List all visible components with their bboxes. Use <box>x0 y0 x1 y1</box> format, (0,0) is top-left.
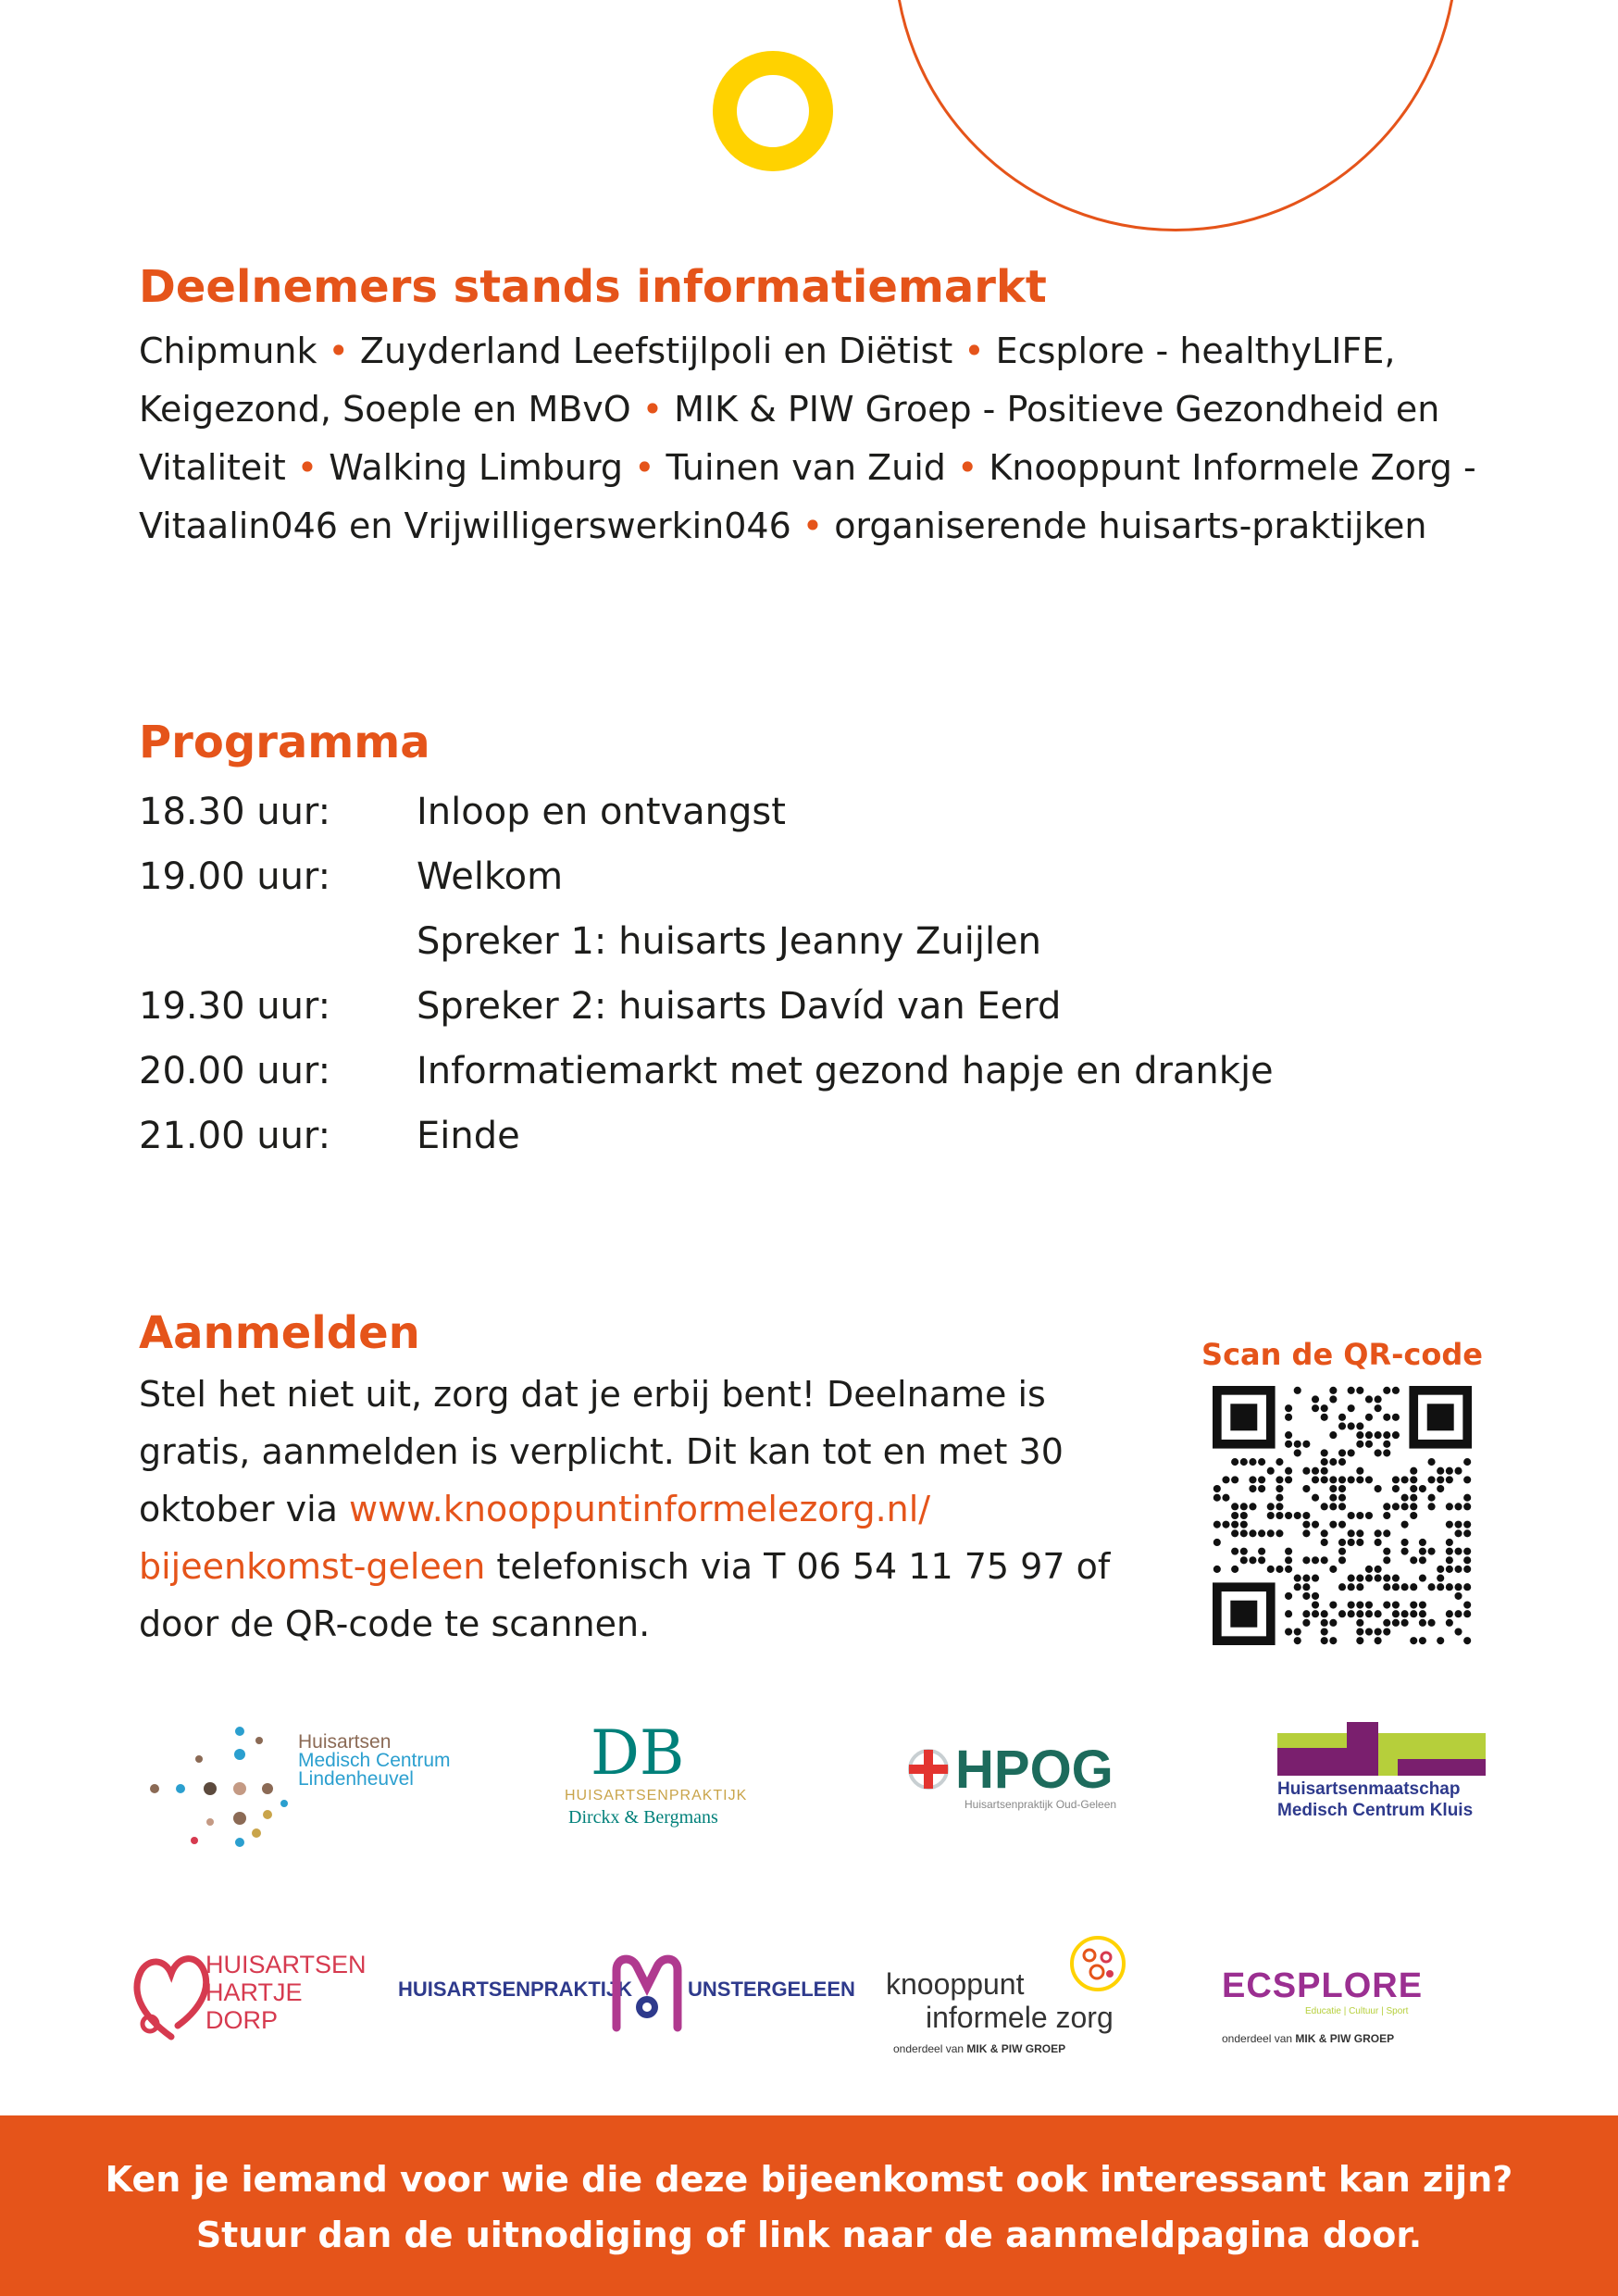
schedule-description: Informatiemarkt met gezond hapje en drankje <box>417 1050 1274 1092</box>
kluis-line2: Medisch Centrum Kluis <box>1277 1801 1474 1820</box>
programma-heading: Programma <box>139 717 430 768</box>
stand-item: organiserende huisarts-praktijken <box>834 505 1427 546</box>
logo-knooppunt-informele-zorg <box>884 1935 1162 2055</box>
kluis-blocks-icon <box>1277 1722 1486 1776</box>
lindenheuvel-line2: Medisch Centrum <box>298 1750 451 1771</box>
hpog-sub: Huisartsenpraktijk Oud-Geleen <box>965 1798 1117 1811</box>
stand-item: Chipmunk <box>139 331 317 371</box>
knooppunt-line1: knooppunt <box>886 1967 1025 2001</box>
decorative-orange-arc <box>893 0 1458 231</box>
bullet-separator: • <box>634 447 655 488</box>
knooppunt-circles-icon <box>1069 1935 1126 1992</box>
registration-link[interactable]: www.knooppuntinformelezorg.nl/ bijeenkomst-geleen <box>139 1489 931 1587</box>
logo-lindenheuvel <box>143 1722 458 1852</box>
bullet-separator: • <box>328 331 349 371</box>
hpog-mark: HPOG <box>955 1740 1114 1800</box>
ecsplore-sub-brand: MIK & PIW GROEP <box>1295 2032 1395 2045</box>
hartje-line2: HARTJE <box>205 1978 303 2006</box>
db-line2: Dirckx & Bergmans <box>568 1807 718 1828</box>
schedule-description: Spreker 2: huisarts Davíd van Eerd <box>417 985 1062 1028</box>
schedule-time: 20.00 uur: <box>139 1050 331 1092</box>
schedule-time: 19.00 uur: <box>139 855 331 898</box>
hpog-cross-icon <box>907 1748 950 1791</box>
stands-heading: Deelnemers stands informatiemarkt <box>139 261 1047 313</box>
bullet-separator: • <box>956 447 978 488</box>
schedule-description: Inloop en ontvangst <box>417 791 786 833</box>
logo-hartje-dorp <box>130 1944 370 2046</box>
decorative-yellow-ring <box>713 51 833 171</box>
heart-stethoscope-icon <box>130 1944 213 2046</box>
schedule-time: 18.30 uur: <box>139 791 331 833</box>
knooppunt-sub <box>893 2042 1065 2055</box>
bullet-separator: • <box>296 447 318 488</box>
hartje-line3: DORP <box>205 2006 279 2034</box>
stand-item: Knooppunt Informele Zorg - Vitaalin046 en Vrijwilligerswerkin046 <box>139 447 1476 546</box>
kluis-line1: Huisartsenmaatschap <box>1277 1779 1461 1799</box>
qr-label: Scan de QR-code <box>1201 1337 1483 1372</box>
schedule-description: Spreker 1: huisarts Jeanny Zuijlen <box>417 920 1042 963</box>
ecsplore-tags: Educatie | Cultuur | Sport <box>1305 2006 1409 2016</box>
ecsplore-sub-prefix: onderdeel van <box>1222 2032 1293 2045</box>
schedule-time: 19.30 uur: <box>139 985 331 1028</box>
aanmelden-heading: Aanmelden <box>139 1307 420 1359</box>
stand-item: Walking Limburg <box>329 447 624 488</box>
bullet-separator: • <box>964 331 985 371</box>
stands-list <box>139 322 1481 555</box>
bullet-separator: • <box>641 389 664 430</box>
logo-dirckx-bergmans <box>565 1717 748 1833</box>
schedule-time: 21.00 uur: <box>139 1115 331 1157</box>
lindenheuvel-dots-icon <box>143 1722 292 1852</box>
knooppunt-sub-prefix: onderdeel van <box>893 2042 965 2055</box>
lindenheuvel-line3: Lindenheuvel <box>298 1768 414 1790</box>
logo-ecsplore <box>1222 1967 1481 2051</box>
stand-item: Tuinen van Zuid <box>666 447 946 488</box>
aanmelden-text <box>139 1366 1148 1653</box>
logo-hpog <box>907 1741 1148 1815</box>
bullet-separator: • <box>802 505 824 546</box>
footer-line1: Ken je iemand voor wie die deze bijeenkomst ook interessant kan zijn? <box>105 2159 1513 2200</box>
munstergeleen-right: UNSTERGELEEN <box>688 1978 855 2001</box>
schedule-description: Einde <box>417 1115 520 1157</box>
munstergeleen-m-icon <box>609 1953 685 2037</box>
logo-medisch-centrum-kluis <box>1273 1722 1486 1824</box>
aanmelden-text-before: Stel het niet uit, zorg dat je erbij bent! Deelname is gratis, aanmelden is verplicht. Dit kan tot en met 30 oktober via <box>139 1374 1064 1529</box>
logo-munstergeleen <box>398 1944 855 2046</box>
lindenheuvel-line1: Huisartsen <box>298 1731 392 1753</box>
knooppunt-sub-brand: MIK & PIW GROEP <box>966 2042 1066 2055</box>
footer-banner <box>0 2115 1618 2296</box>
stand-item: MIK & PIW Groep - Positieve Gezondheid en Vitaliteit <box>139 389 1440 488</box>
knooppunt-line2: informele zorg <box>926 2001 1114 2034</box>
hartje-line1: HUISARTSEN <box>205 1951 367 1978</box>
stand-item: Zuyderland Leefstijlpoli en Diëtist <box>359 331 953 371</box>
ecsplore-mark: ECSPLORE <box>1222 1966 1424 2005</box>
schedule-description: Welkom <box>417 855 564 898</box>
db-mark: DB <box>591 1717 685 1789</box>
qr-code-icon[interactable] <box>1213 1386 1472 1645</box>
munstergeleen-left: HUISARTSENPRAKTIJK <box>398 1978 633 2001</box>
footer-line2: Stuur dan de uitnodiging of link naar de aanmeldpagina door. <box>195 2215 1423 2255</box>
aanmelden-text-after: telefonisch via T 06 54 11 75 97 of door de QR-code te scannen. <box>139 1546 1111 1644</box>
db-line1: HUISARTSENPRAKTIJK <box>565 1788 748 1803</box>
ecsplore-sub <box>1222 2032 1394 2045</box>
stand-item: Ecsplore - healthyLIFE, Keigezond, Soeple en MBvO <box>139 331 1396 430</box>
